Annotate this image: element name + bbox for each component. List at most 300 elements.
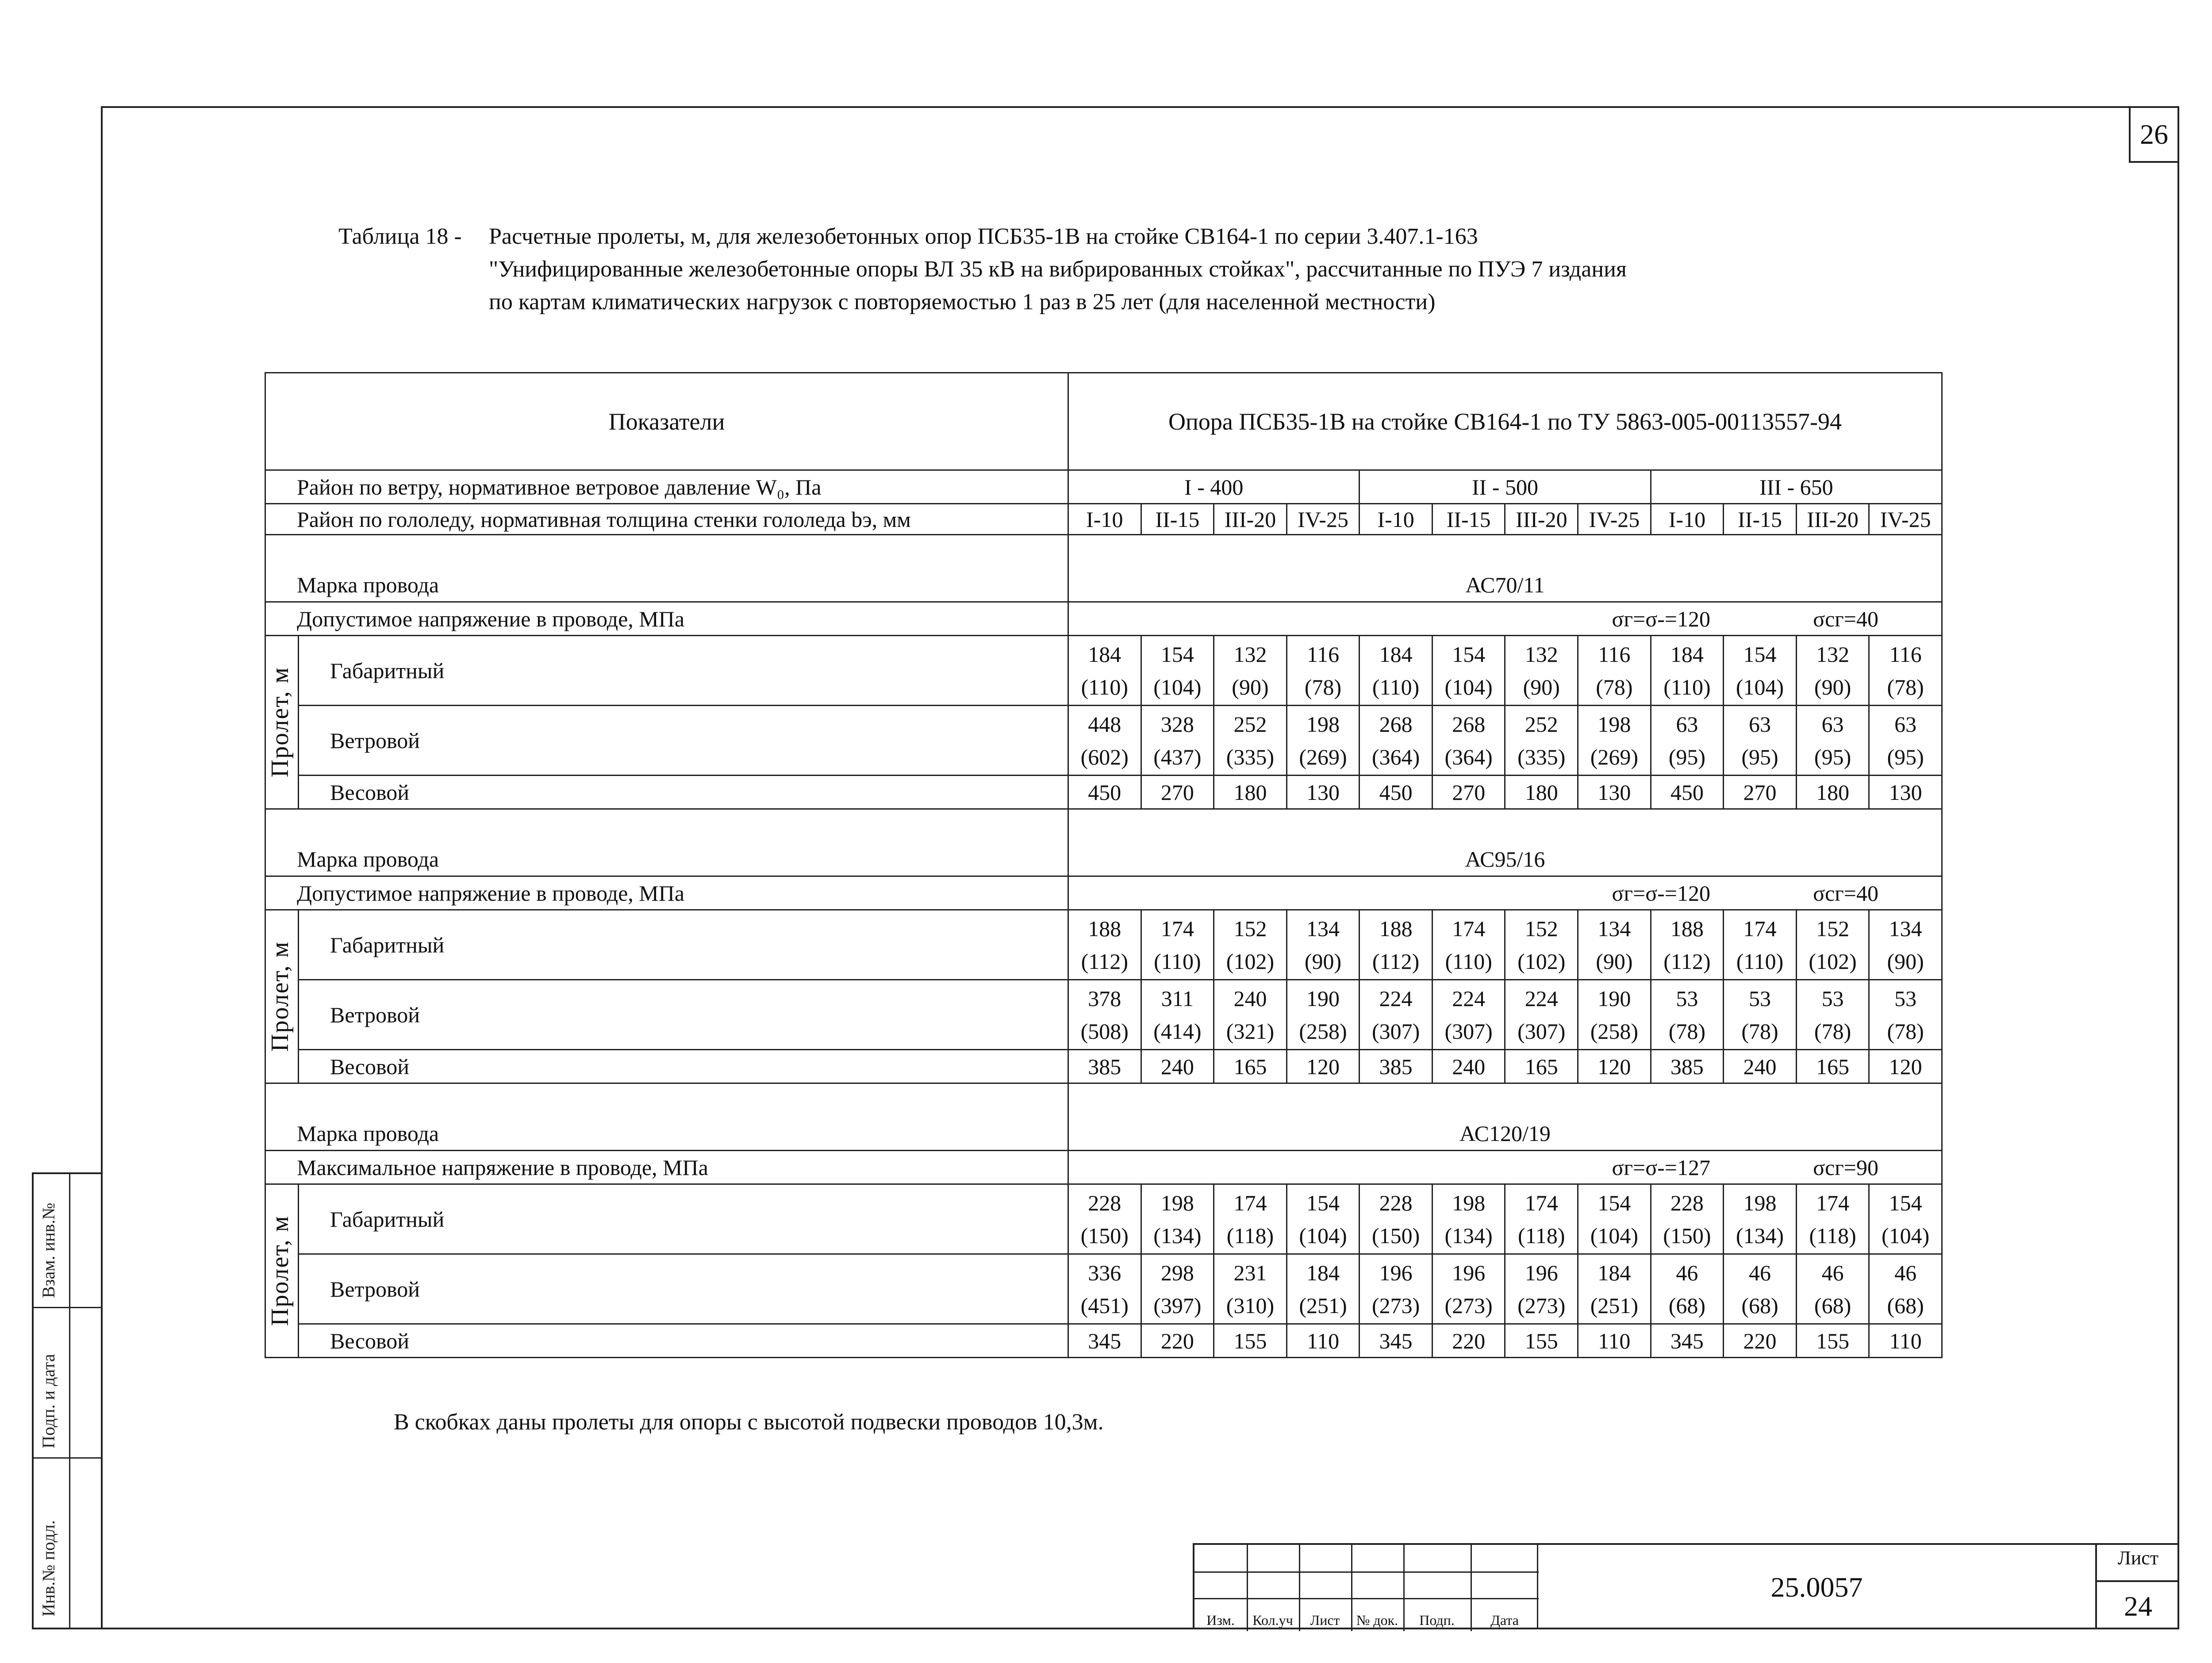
span-cell <box>1869 1184 1942 1254</box>
span-value: 224 <box>1525 986 1558 1011</box>
span-cell <box>1432 706 1505 776</box>
weight-cell: 110 <box>1286 1324 1359 1358</box>
ice-region-3: III-20 <box>1214 504 1287 535</box>
span-value-low: (78) <box>1596 674 1633 699</box>
page-number-top: 26 <box>2129 106 2179 163</box>
span-value: 252 <box>1525 711 1558 737</box>
weight-cell: 155 <box>1214 1324 1287 1358</box>
span-value: 184 <box>1306 1260 1340 1285</box>
span-value: 154 <box>1160 641 1194 667</box>
span-cell <box>1068 980 1141 1050</box>
span-value-low: (104) <box>1299 1223 1347 1248</box>
col-doc: № док. <box>1356 1612 1398 1628</box>
span-value-low: (90) <box>1887 949 1924 974</box>
span-value-low: (104) <box>1444 674 1493 699</box>
span-cell <box>1214 636 1287 706</box>
span-cell <box>1869 1254 1942 1324</box>
stress-a: σг=σ-=127 <box>1612 1155 1711 1180</box>
span-value-low: (112) <box>1372 949 1420 974</box>
stress-b: σсг=90 <box>1813 1155 1879 1180</box>
weight-cell: 165 <box>1505 1050 1578 1083</box>
span-value-low: (307) <box>1371 1018 1420 1044</box>
span-value: 188 <box>1379 916 1413 941</box>
span-value: 188 <box>1670 916 1704 941</box>
stress-a: σг=σ-=120 <box>1612 880 1711 906</box>
span-value-low: (104) <box>1153 674 1202 699</box>
span-cell <box>1869 636 1942 706</box>
span-cell <box>1651 980 1724 1050</box>
span-value: 132 <box>1525 641 1558 667</box>
stress-label: Допустимое напряжение в проводе, МПа <box>265 876 1068 910</box>
stress-b: σсг=40 <box>1813 606 1879 631</box>
wire-label: Марка провода <box>265 535 1068 602</box>
span-cell <box>1651 910 1724 980</box>
span-value-low: (602) <box>1080 744 1129 769</box>
stress-label: Максимальное напряжение в проводе, МПа <box>265 1151 1068 1184</box>
span-cell <box>1214 1184 1287 1254</box>
span-cell <box>1869 706 1942 776</box>
spans-table <box>265 372 1943 1358</box>
weight-cell: 165 <box>1796 1050 1869 1083</box>
ice-region-4: IV-25 <box>1286 504 1359 535</box>
table-caption <box>338 220 1931 319</box>
span-value: 378 <box>1088 986 1121 1011</box>
span-cell <box>1505 1184 1578 1254</box>
span-value: 154 <box>1889 1190 1922 1215</box>
span-value: 328 <box>1160 711 1194 737</box>
span-value: 116 <box>1306 641 1340 667</box>
weight-cell: 220 <box>1141 1324 1214 1358</box>
span-cell <box>1651 706 1724 776</box>
span-cell <box>1286 706 1359 776</box>
span-value: 231 <box>1233 1260 1267 1285</box>
span-value-low: (321) <box>1226 1018 1275 1044</box>
wind-region-2: II - 500 <box>1359 470 1651 504</box>
stress-values <box>1068 602 1942 636</box>
span-cell <box>1578 910 1651 980</box>
span-cell <box>1286 1184 1359 1254</box>
span-value-low: (102) <box>1226 949 1275 974</box>
span-cell <box>1068 910 1141 980</box>
ice-region-8: IV-25 <box>1578 504 1651 535</box>
weight-row-label: Весовой <box>299 776 1068 809</box>
span-value-low: (78) <box>1887 1018 1924 1044</box>
title-block <box>1193 1543 2179 1629</box>
span-value: 134 <box>1889 916 1922 941</box>
span-cell <box>1724 636 1797 706</box>
span-value: 63 <box>1676 711 1698 737</box>
span-value: 46 <box>1894 1260 1917 1285</box>
stress-b: σсг=40 <box>1813 880 1879 906</box>
caption-lead: Таблица 18 - <box>338 224 462 249</box>
span-value-low: (68) <box>1668 1293 1706 1318</box>
span-value-low: (451) <box>1080 1293 1129 1318</box>
wire-mark: АС120/19 <box>1068 1083 1942 1151</box>
weight-cell: 180 <box>1796 776 1869 809</box>
span-side-label: Пролет, м <box>265 636 299 809</box>
span-value-low: (335) <box>1226 744 1275 769</box>
span-value: 298 <box>1160 1260 1194 1285</box>
weight-cell: 270 <box>1141 776 1214 809</box>
span-cell <box>1359 1184 1432 1254</box>
span-value-low: (95) <box>1887 744 1924 769</box>
caption-line-3: по картам климатических нагрузок с повторяемостью 1 раз в 25 лет (для населенной местности) <box>489 289 1436 315</box>
strip-label-inv: Инв.№ подл. <box>38 1520 58 1617</box>
span-cell <box>1286 1254 1359 1324</box>
span-value: 63 <box>1749 711 1771 737</box>
span-value-low: (95) <box>1741 744 1778 769</box>
weight-cell: 240 <box>1724 1050 1797 1083</box>
span-value-low: (508) <box>1080 1018 1129 1044</box>
span-value-low: (150) <box>1663 1223 1711 1248</box>
span-value-low: (104) <box>1590 1223 1638 1248</box>
span-cell <box>1651 636 1724 706</box>
span-cell <box>1286 980 1359 1050</box>
stress-values <box>1068 876 1942 910</box>
span-value-low: (118) <box>1518 1223 1565 1248</box>
span-cell <box>1505 910 1578 980</box>
weight-row-label: Весовой <box>299 1050 1068 1083</box>
span-cell <box>1796 636 1869 706</box>
span-value: 152 <box>1233 916 1267 941</box>
span-value: 134 <box>1598 916 1631 941</box>
span-value-low: (110) <box>1081 674 1129 699</box>
document-code: 25.0057 <box>1537 1543 2095 1629</box>
weight-cell: 220 <box>1432 1324 1505 1358</box>
span-cell <box>1796 980 1869 1050</box>
strip-label-date: Подп. и дата <box>38 1354 58 1448</box>
span-cell <box>1724 910 1797 980</box>
span-value-low: (269) <box>1299 744 1347 769</box>
span-cell <box>1359 910 1432 980</box>
span-value: 174 <box>1233 1190 1267 1215</box>
span-cell <box>1141 1254 1214 1324</box>
span-value: 448 <box>1088 711 1121 737</box>
span-value: 224 <box>1379 986 1413 1011</box>
wire-label: Марка провода <box>265 1083 1068 1151</box>
span-value-low: (397) <box>1153 1293 1202 1318</box>
span-cell <box>1141 1184 1214 1254</box>
span-cell <box>1724 706 1797 776</box>
span-cell <box>1286 636 1359 706</box>
span-value: 154 <box>1452 641 1486 667</box>
span-row-label: Габаритный <box>299 636 1068 706</box>
span-value: 268 <box>1452 711 1486 737</box>
span-cell <box>1141 706 1214 776</box>
strip-label-replace: Взам. инв.№ <box>38 1202 58 1298</box>
span-value: 116 <box>1889 641 1922 667</box>
span-value-low: (110) <box>1445 949 1492 974</box>
span-value-low: (102) <box>1517 949 1566 974</box>
span-cell <box>1724 980 1797 1050</box>
weight-cell: 385 <box>1359 1050 1432 1083</box>
span-value-low: (150) <box>1080 1223 1129 1248</box>
span-value: 46 <box>1821 1260 1844 1285</box>
span-cell <box>1578 636 1651 706</box>
span-value: 184 <box>1598 1260 1631 1285</box>
wire-label: Марка провода <box>265 809 1068 876</box>
span-value-low: (273) <box>1517 1293 1566 1318</box>
weight-cell: 240 <box>1432 1050 1505 1083</box>
caption-line-1: Расчетные пролеты, м, для железобетонных опор ПСБ35-1В на стойке СВ164-1 по серии 3.407.1-163 <box>489 224 1478 249</box>
span-value: 174 <box>1452 916 1486 941</box>
span-value-low: (102) <box>1809 949 1857 974</box>
ice-region-2: II-15 <box>1141 504 1214 535</box>
span-value: 134 <box>1306 916 1340 941</box>
span-value-low: (95) <box>1814 744 1851 769</box>
span-value: 198 <box>1743 1190 1777 1215</box>
span-value-low: (134) <box>1736 1223 1784 1248</box>
span-value-low: (258) <box>1590 1018 1638 1044</box>
weight-cell: 110 <box>1578 1324 1651 1358</box>
span-value: 184 <box>1670 641 1704 667</box>
span-value-low: (335) <box>1517 744 1566 769</box>
span-value: 336 <box>1088 1260 1121 1285</box>
span-value-low: (414) <box>1153 1018 1202 1044</box>
span-value-low: (251) <box>1299 1293 1347 1318</box>
ice-region-9: I-10 <box>1651 504 1724 535</box>
span-cell <box>1214 980 1287 1050</box>
span-value: 53 <box>1749 986 1771 1011</box>
span-value: 190 <box>1598 986 1631 1011</box>
span-value-low: (78) <box>1814 1018 1851 1044</box>
span-value: 53 <box>1676 986 1698 1011</box>
sheet-cell <box>2095 1543 2179 1629</box>
span-value: 188 <box>1088 916 1121 941</box>
span-cell <box>1578 1254 1651 1324</box>
span-value-low: (364) <box>1371 744 1420 769</box>
span-value: 228 <box>1379 1190 1413 1215</box>
span-value: 198 <box>1306 711 1340 737</box>
wind-region-1: I - 400 <box>1068 470 1359 504</box>
span-cell <box>1578 980 1651 1050</box>
span-value: 63 <box>1821 711 1844 737</box>
span-cell <box>1796 706 1869 776</box>
wire-mark: АС95/16 <box>1068 809 1942 876</box>
weight-cell: 120 <box>1578 1050 1651 1083</box>
span-value: 154 <box>1598 1190 1631 1215</box>
span-cell <box>1359 706 1432 776</box>
span-value: 132 <box>1816 641 1850 667</box>
span-cell <box>1214 1254 1287 1324</box>
binding-strip <box>32 1172 101 1629</box>
span-value: 228 <box>1670 1190 1704 1215</box>
span-value-low: (90) <box>1232 674 1269 699</box>
span-value-low: (134) <box>1153 1223 1202 1248</box>
span-value-low: (269) <box>1590 744 1638 769</box>
header-support: Опора ПСБ35-1В на стойке СВ164-1 по ТУ 5863-005-00113557-94 <box>1068 373 1942 470</box>
span-value-low: (273) <box>1371 1293 1420 1318</box>
weight-cell: 450 <box>1651 776 1724 809</box>
span-value-low: (90) <box>1596 949 1633 974</box>
span-value-low: (150) <box>1371 1223 1420 1248</box>
span-value-low: (437) <box>1153 744 1202 769</box>
span-value: 224 <box>1452 986 1486 1011</box>
weight-cell: 165 <box>1214 1050 1287 1083</box>
span-cell <box>1432 1184 1505 1254</box>
ice-region-6: II-15 <box>1432 504 1505 535</box>
ice-region-label: Район по гололеду, нормативная толщина стенки гололеда bэ, мм <box>265 504 1068 535</box>
span-cell <box>1068 1254 1141 1324</box>
span-value: 63 <box>1894 711 1917 737</box>
weight-cell: 220 <box>1724 1324 1797 1358</box>
span-cell <box>1796 1184 1869 1254</box>
stress-label: Допустимое напряжение в проводе, МПа <box>265 602 1068 636</box>
span-value-low: (78) <box>1668 1018 1706 1044</box>
span-cell <box>1359 980 1432 1050</box>
span-cell <box>1432 910 1505 980</box>
span-value: 268 <box>1379 711 1413 737</box>
wind-region-label: Район по ветру, нормативное ветровое давление W₀, Па <box>265 470 1068 504</box>
span-value-low: (95) <box>1668 744 1706 769</box>
weight-cell: 180 <box>1505 776 1578 809</box>
span-value-low: (90) <box>1304 949 1342 974</box>
span-value: 174 <box>1816 1190 1850 1215</box>
span-value-low: (110) <box>1372 674 1420 699</box>
span-cell <box>1286 910 1359 980</box>
span-value: 311 <box>1161 986 1194 1011</box>
span-value-low: (68) <box>1887 1293 1924 1318</box>
weight-cell: 450 <box>1359 776 1432 809</box>
span-value: 174 <box>1525 1190 1558 1215</box>
revision-grid <box>1193 1543 1537 1629</box>
span-value: 174 <box>1743 916 1777 941</box>
span-value-low: (118) <box>1226 1223 1274 1248</box>
span-side-label: Пролет, м <box>265 910 299 1083</box>
sheet-number: 24 <box>2097 1580 2179 1629</box>
weight-cell: 385 <box>1651 1050 1724 1083</box>
span-cell <box>1505 706 1578 776</box>
span-value: 196 <box>1379 1260 1413 1285</box>
span-value-low: (68) <box>1814 1293 1851 1318</box>
span-cell <box>1796 910 1869 980</box>
span-row-label: Ветровой <box>299 980 1068 1050</box>
weight-cell: 270 <box>1432 776 1505 809</box>
weight-cell: 345 <box>1068 1324 1141 1358</box>
span-cell <box>1141 636 1214 706</box>
span-cell <box>1796 1254 1869 1324</box>
span-value: 196 <box>1525 1260 1558 1285</box>
ice-region-7: III-20 <box>1505 504 1578 535</box>
span-cell <box>1141 980 1214 1050</box>
span-value: 184 <box>1088 641 1121 667</box>
footnote: В скобках даны пролеты для опоры с высотой подвески проводов 10,3м. <box>394 1410 1104 1435</box>
span-value-low: (78) <box>1741 1018 1778 1044</box>
span-cell <box>1359 1254 1432 1324</box>
weight-cell: 110 <box>1869 1324 1942 1358</box>
span-value: 53 <box>1821 986 1844 1011</box>
span-cell <box>1432 636 1505 706</box>
header-indicators: Показатели <box>265 373 1068 470</box>
span-cell <box>1651 1254 1724 1324</box>
span-value: 252 <box>1233 711 1267 737</box>
span-value-low: (78) <box>1304 674 1342 699</box>
span-value-low: (134) <box>1444 1223 1493 1248</box>
col-koluch: Кол.уч <box>1252 1612 1293 1628</box>
caption-line-2: "Унифицированные железобетонные опоры ВЛ 35 кВ на вибрированных стойках", рассчитанные по ПУЭ 7 издания <box>489 257 1627 282</box>
span-value: 53 <box>1894 986 1917 1011</box>
span-value-low: (110) <box>1154 949 1201 974</box>
span-value-low: (110) <box>1736 949 1784 974</box>
col-izm: Изм. <box>1206 1612 1235 1628</box>
weight-cell: 345 <box>1651 1324 1724 1358</box>
span-cell <box>1432 980 1505 1050</box>
wire-mark: АС70/11 <box>1068 535 1942 602</box>
span-cell <box>1724 1254 1797 1324</box>
span-value-low: (364) <box>1444 744 1493 769</box>
span-cell <box>1068 1184 1141 1254</box>
span-cell <box>1505 1254 1578 1324</box>
weight-cell: 155 <box>1796 1324 1869 1358</box>
weight-cell: 155 <box>1505 1324 1578 1358</box>
span-value-low: (68) <box>1741 1293 1778 1318</box>
ice-region-1: I-10 <box>1068 504 1141 535</box>
sheet-label: Лист <box>2117 1547 2159 1569</box>
span-value: 198 <box>1452 1190 1486 1215</box>
span-value-low: (307) <box>1517 1018 1566 1044</box>
ice-region-10: II-15 <box>1724 504 1797 535</box>
span-value: 152 <box>1525 916 1558 941</box>
span-value: 46 <box>1676 1260 1698 1285</box>
col-sign: Подп. <box>1419 1612 1455 1628</box>
span-cell <box>1141 910 1214 980</box>
span-value-low: (118) <box>1809 1223 1856 1248</box>
span-value: 184 <box>1379 641 1413 667</box>
span-row-label: Габаритный <box>299 1184 1068 1254</box>
span-row-label: Ветровой <box>299 706 1068 776</box>
span-cell <box>1068 636 1141 706</box>
span-value: 228 <box>1088 1190 1121 1215</box>
ice-region-5: I-10 <box>1359 504 1432 535</box>
weight-cell: 130 <box>1286 776 1359 809</box>
span-value-low: (258) <box>1299 1018 1347 1044</box>
span-value: 196 <box>1452 1260 1486 1285</box>
span-cell <box>1068 706 1141 776</box>
span-row-label: Ветровой <box>299 1254 1068 1324</box>
span-cell <box>1505 980 1578 1050</box>
span-value: 46 <box>1749 1260 1771 1285</box>
span-cell <box>1724 1184 1797 1254</box>
weight-cell: 120 <box>1869 1050 1942 1083</box>
span-cell <box>1578 1184 1651 1254</box>
span-value: 198 <box>1160 1190 1194 1215</box>
span-value-low: (112) <box>1663 949 1711 974</box>
span-value: 154 <box>1743 641 1777 667</box>
span-value-low: (307) <box>1444 1018 1493 1044</box>
span-cell <box>1214 706 1287 776</box>
span-value-low: (112) <box>1081 949 1129 974</box>
ice-region-11: III-20 <box>1796 504 1869 535</box>
span-cell <box>1359 636 1432 706</box>
wind-region-3: III - 650 <box>1651 470 1942 504</box>
weight-cell: 130 <box>1578 776 1651 809</box>
weight-cell: 270 <box>1724 776 1797 809</box>
span-cell <box>1869 910 1942 980</box>
weight-cell: 240 <box>1141 1050 1214 1083</box>
span-value-low: (110) <box>1663 674 1711 699</box>
span-value-low: (251) <box>1590 1293 1638 1318</box>
span-side-label: Пролет, м <box>265 1184 299 1358</box>
span-row-label: Габаритный <box>299 910 1068 980</box>
span-value: 132 <box>1233 641 1267 667</box>
span-value: 174 <box>1160 916 1194 941</box>
span-cell <box>1214 910 1287 980</box>
ice-region-12: IV-25 <box>1869 504 1942 535</box>
weight-row-label: Весовой <box>299 1324 1068 1358</box>
span-value: 116 <box>1598 641 1631 667</box>
span-value-low: (78) <box>1887 674 1924 699</box>
span-cell <box>1505 636 1578 706</box>
